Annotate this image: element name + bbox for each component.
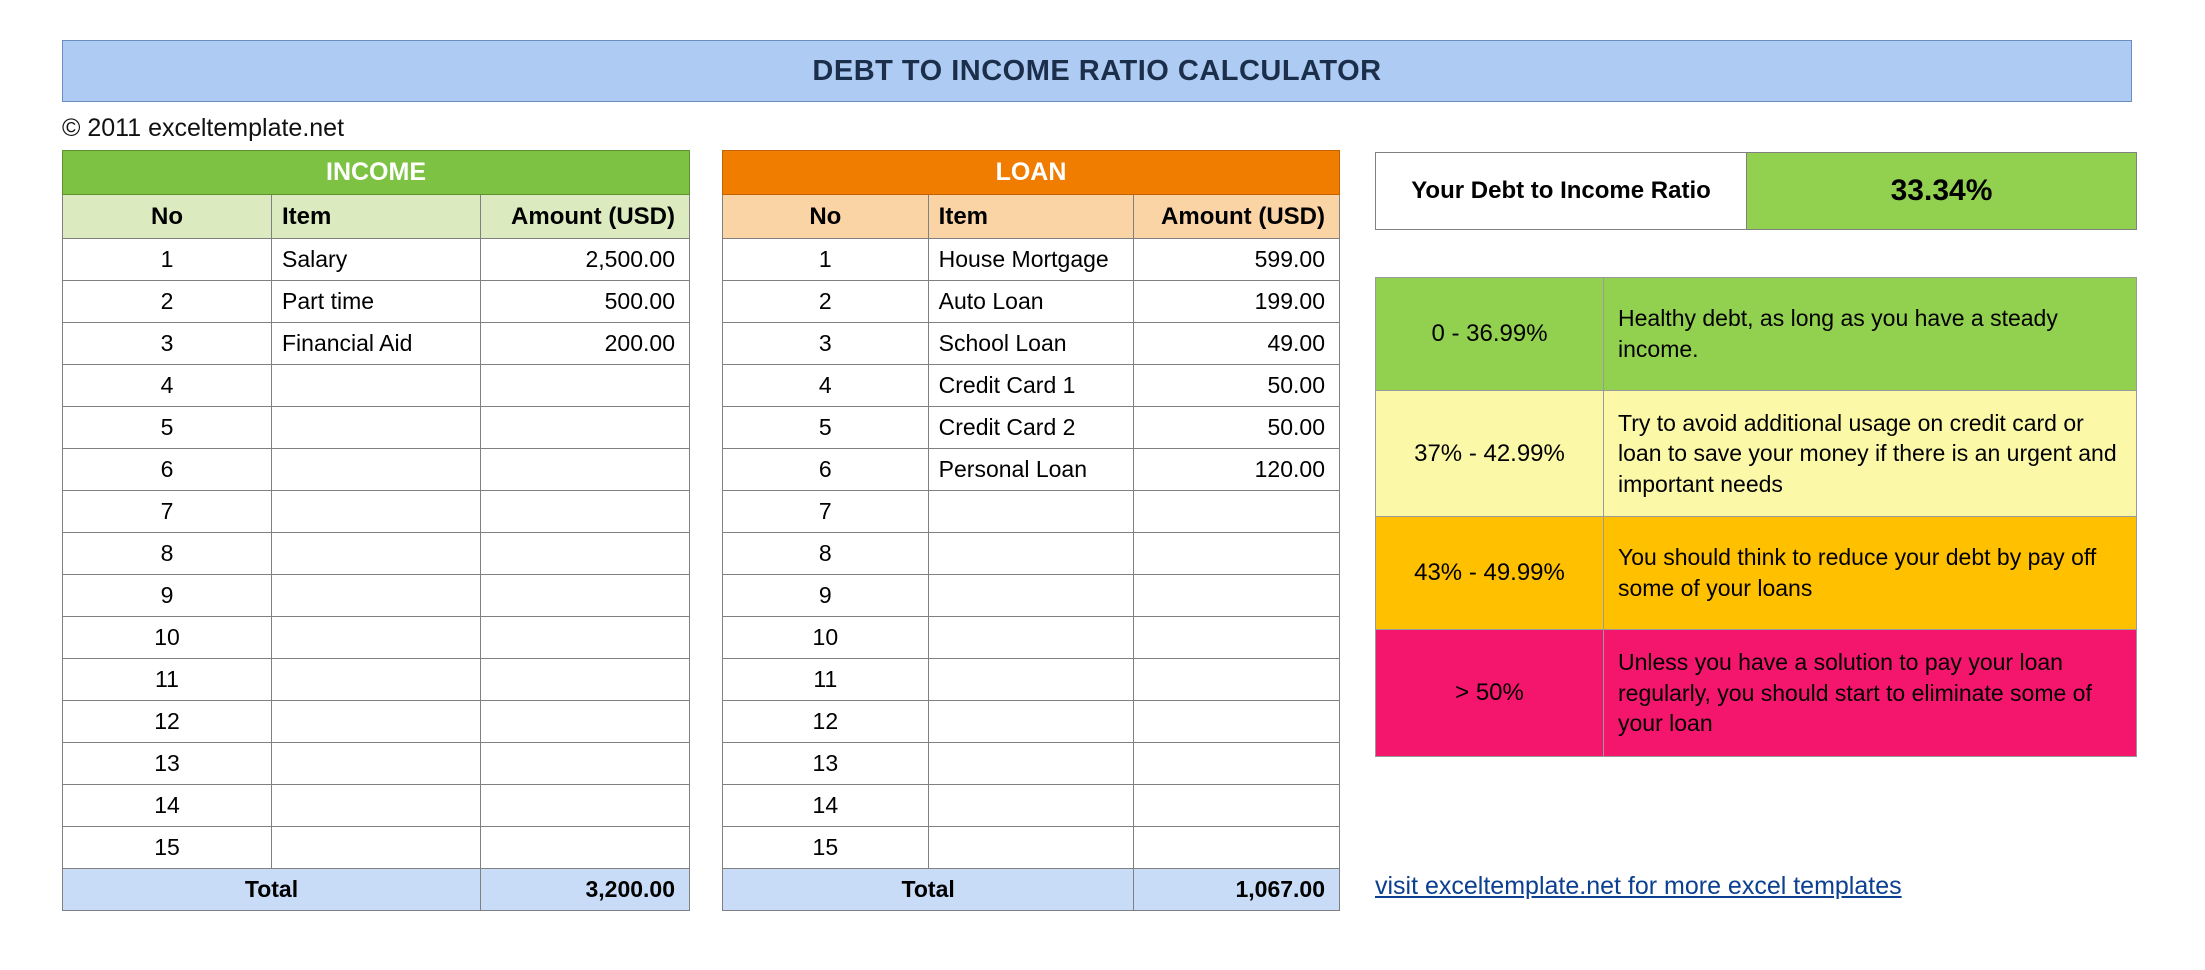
table-row[interactable] <box>63 617 690 659</box>
loan-row-item[interactable] <box>928 785 1134 827</box>
loan-row-item[interactable] <box>928 659 1134 701</box>
loan-row-item[interactable]: Personal Loan <box>928 449 1134 491</box>
income-row-item[interactable]: Part time <box>272 281 481 323</box>
income-total-row <box>63 869 690 911</box>
loan-row-amount[interactable] <box>1134 617 1340 659</box>
income-row-no: 1 <box>63 239 272 281</box>
loan-row-item[interactable] <box>928 617 1134 659</box>
income-col-amount: Amount (USD) <box>481 195 690 239</box>
loan-col-item: Item <box>928 195 1134 239</box>
income-row-item[interactable] <box>272 743 481 785</box>
income-row-amount[interactable] <box>481 365 690 407</box>
income-row-no: 4 <box>63 365 272 407</box>
legend-range: > 50% <box>1376 630 1604 756</box>
loan-row-amount[interactable] <box>1134 575 1340 617</box>
loan-row-item[interactable]: Credit Card 2 <box>928 407 1134 449</box>
page-title-bar <box>62 40 2132 102</box>
loan-row-item[interactable] <box>928 743 1134 785</box>
income-row-item[interactable] <box>272 785 481 827</box>
loan-total-amount: 1,067.00 <box>1134 869 1340 911</box>
copyright-text: © 2011 exceltemplate.net <box>62 114 345 142</box>
income-total-label: Total <box>63 869 481 911</box>
income-row-no: 15 <box>63 827 272 869</box>
table-row[interactable] <box>63 701 690 743</box>
legend-description: Unless you have a solution to pay your loan regularly, you should start to eliminate some of your loan <box>1618 649 2092 737</box>
income-row-amount[interactable] <box>481 575 690 617</box>
table-row[interactable] <box>723 323 1340 365</box>
income-row-amount[interactable] <box>481 659 690 701</box>
income-row-amount[interactable] <box>481 617 690 659</box>
loan-col-no: No <box>723 195 929 239</box>
table-row[interactable] <box>723 743 1340 785</box>
table-row[interactable] <box>63 575 690 617</box>
income-row-item[interactable]: Financial Aid <box>272 323 481 365</box>
loan-row-item[interactable]: School Loan <box>928 323 1134 365</box>
income-row-item[interactable] <box>272 659 481 701</box>
loan-row-item[interactable]: Auto Loan <box>928 281 1134 323</box>
loan-row-amount[interactable] <box>1134 701 1340 743</box>
loan-row-no: 14 <box>723 785 929 827</box>
income-row-amount[interactable]: 200.00 <box>481 323 690 365</box>
income-row-no: 3 <box>63 323 272 365</box>
income-row-no: 12 <box>63 701 272 743</box>
loan-row-amount[interactable]: 599.00 <box>1134 239 1340 281</box>
income-column-header-row <box>63 195 690 239</box>
loan-row-no: 12 <box>723 701 929 743</box>
income-row-no: 7 <box>63 491 272 533</box>
loan-header-row <box>723 151 1340 195</box>
loan-row-no: 10 <box>723 617 929 659</box>
loan-row-no: 11 <box>723 659 929 701</box>
debt-to-income-label: Your Debt to Income Ratio <box>1376 153 1747 229</box>
table-row[interactable] <box>63 659 690 701</box>
exceltemplate-link[interactable]: visit exceltemplate.net for more excel templates <box>1375 872 1902 900</box>
loan-row-no: 6 <box>723 449 929 491</box>
income-row-item[interactable] <box>272 365 481 407</box>
income-row-item[interactable] <box>272 701 481 743</box>
legend-row-caution <box>1376 391 2136 517</box>
loan-total-label: Total <box>723 869 1134 911</box>
income-row-no: 8 <box>63 533 272 575</box>
debt-to-income-result <box>1375 152 2137 230</box>
ratio-legend <box>1375 277 2137 757</box>
income-row-amount[interactable] <box>481 743 690 785</box>
income-row-amount[interactable] <box>481 785 690 827</box>
table-row[interactable] <box>723 365 1340 407</box>
loan-row-amount[interactable]: 50.00 <box>1134 407 1340 449</box>
table-row[interactable] <box>63 743 690 785</box>
income-row-no: 6 <box>63 449 272 491</box>
income-row-item[interactable] <box>272 533 481 575</box>
table-row[interactable] <box>723 575 1340 617</box>
income-row-no: 2 <box>63 281 272 323</box>
income-table <box>62 150 690 911</box>
income-row-amount[interactable] <box>481 449 690 491</box>
income-header-label: INCOME <box>63 151 690 195</box>
loan-row-no: 2 <box>723 281 929 323</box>
loan-row-amount[interactable]: 120.00 <box>1134 449 1340 491</box>
loan-row-amount[interactable] <box>1134 743 1340 785</box>
income-row-item[interactable] <box>272 617 481 659</box>
table-row[interactable] <box>63 239 690 281</box>
loan-row-item[interactable] <box>928 701 1134 743</box>
income-row-no: 5 <box>63 407 272 449</box>
income-row-amount[interactable] <box>481 827 690 869</box>
loan-row-item[interactable] <box>928 575 1134 617</box>
loan-row-amount[interactable] <box>1134 785 1340 827</box>
loan-row-amount[interactable] <box>1134 659 1340 701</box>
table-row[interactable] <box>723 785 1340 827</box>
loan-row-no: 15 <box>723 827 929 869</box>
loan-total-row <box>723 869 1340 911</box>
loan-col-amount: Amount (USD) <box>1134 195 1340 239</box>
loan-row-amount[interactable] <box>1134 533 1340 575</box>
legend-description: You should think to reduce your debt by pay off some of your loans <box>1618 544 2097 601</box>
income-row-amount[interactable] <box>481 407 690 449</box>
income-row-no: 10 <box>63 617 272 659</box>
table-row[interactable] <box>63 449 690 491</box>
table-row[interactable] <box>723 239 1340 281</box>
table-row[interactable] <box>723 449 1340 491</box>
loan-row-amount[interactable]: 199.00 <box>1134 281 1340 323</box>
legend-range: 43% - 49.99% <box>1376 517 1604 629</box>
income-row-item[interactable]: Salary <box>272 239 481 281</box>
table-row[interactable] <box>723 491 1340 533</box>
table-row[interactable] <box>63 533 690 575</box>
table-row[interactable] <box>63 785 690 827</box>
income-row-item[interactable] <box>272 827 481 869</box>
page-title: DEBT TO INCOME RATIO CALCULATOR <box>812 54 1382 87</box>
income-row-amount[interactable] <box>481 491 690 533</box>
income-row-item[interactable] <box>272 407 481 449</box>
table-row[interactable] <box>723 281 1340 323</box>
loan-row-no: 9 <box>723 575 929 617</box>
loan-column-header-row <box>723 195 1340 239</box>
table-row[interactable] <box>63 365 690 407</box>
loan-row-item[interactable]: House Mortgage <box>928 239 1134 281</box>
loan-row-item[interactable] <box>928 491 1134 533</box>
table-row[interactable] <box>63 827 690 869</box>
income-row-no: 13 <box>63 743 272 785</box>
table-row[interactable] <box>63 491 690 533</box>
legend-range: 37% - 42.99% <box>1376 391 1604 516</box>
income-total-amount: 3,200.00 <box>481 869 690 911</box>
loan-row-amount[interactable] <box>1134 827 1340 869</box>
loan-row-item[interactable]: Credit Card 1 <box>928 365 1134 407</box>
income-row-amount[interactable] <box>481 533 690 575</box>
income-header-row <box>63 151 690 195</box>
loan-row-no: 3 <box>723 323 929 365</box>
loan-row-no: 4 <box>723 365 929 407</box>
loan-row-item[interactable] <box>928 533 1134 575</box>
loan-row-no: 1 <box>723 239 929 281</box>
legend-description: Healthy debt, as long as you have a steady income. <box>1618 305 2058 362</box>
table-row[interactable] <box>723 659 1340 701</box>
loan-row-item[interactable] <box>928 827 1134 869</box>
income-col-no: No <box>63 195 272 239</box>
income-row-item[interactable] <box>272 449 481 491</box>
income-col-item: Item <box>272 195 481 239</box>
table-row[interactable] <box>723 617 1340 659</box>
loan-row-amount[interactable] <box>1134 491 1340 533</box>
loan-row-no: 8 <box>723 533 929 575</box>
table-row[interactable] <box>723 407 1340 449</box>
income-row-no: 14 <box>63 785 272 827</box>
debt-to-income-value: 33.34% <box>1747 153 2136 229</box>
table-row[interactable] <box>723 701 1340 743</box>
legend-row-warning <box>1376 517 2136 630</box>
income-row-item[interactable] <box>272 575 481 617</box>
income-row-item[interactable] <box>272 491 481 533</box>
income-row-amount[interactable] <box>481 701 690 743</box>
legend-range: 0 - 36.99% <box>1376 278 1604 390</box>
legend-description: Try to avoid additional usage on credit card or loan to save your money if there is an urgent and important needs <box>1618 409 2117 497</box>
loan-row-amount[interactable]: 49.00 <box>1134 323 1340 365</box>
legend-row-healthy <box>1376 278 2136 391</box>
income-row-amount[interactable]: 2,500.00 <box>481 239 690 281</box>
legend-row-critical <box>1376 630 2136 756</box>
income-row-no: 9 <box>63 575 272 617</box>
loan-header-label: LOAN <box>723 151 1340 195</box>
loan-table <box>722 150 1340 911</box>
loan-row-no: 13 <box>723 743 929 785</box>
income-row-no: 11 <box>63 659 272 701</box>
loan-row-no: 5 <box>723 407 929 449</box>
loan-row-amount[interactable]: 50.00 <box>1134 365 1340 407</box>
table-row[interactable] <box>723 533 1340 575</box>
table-row[interactable] <box>63 281 690 323</box>
table-row[interactable] <box>63 407 690 449</box>
table-row[interactable] <box>723 827 1340 869</box>
table-row[interactable] <box>63 323 690 365</box>
income-row-amount[interactable]: 500.00 <box>481 281 690 323</box>
loan-row-no: 7 <box>723 491 929 533</box>
